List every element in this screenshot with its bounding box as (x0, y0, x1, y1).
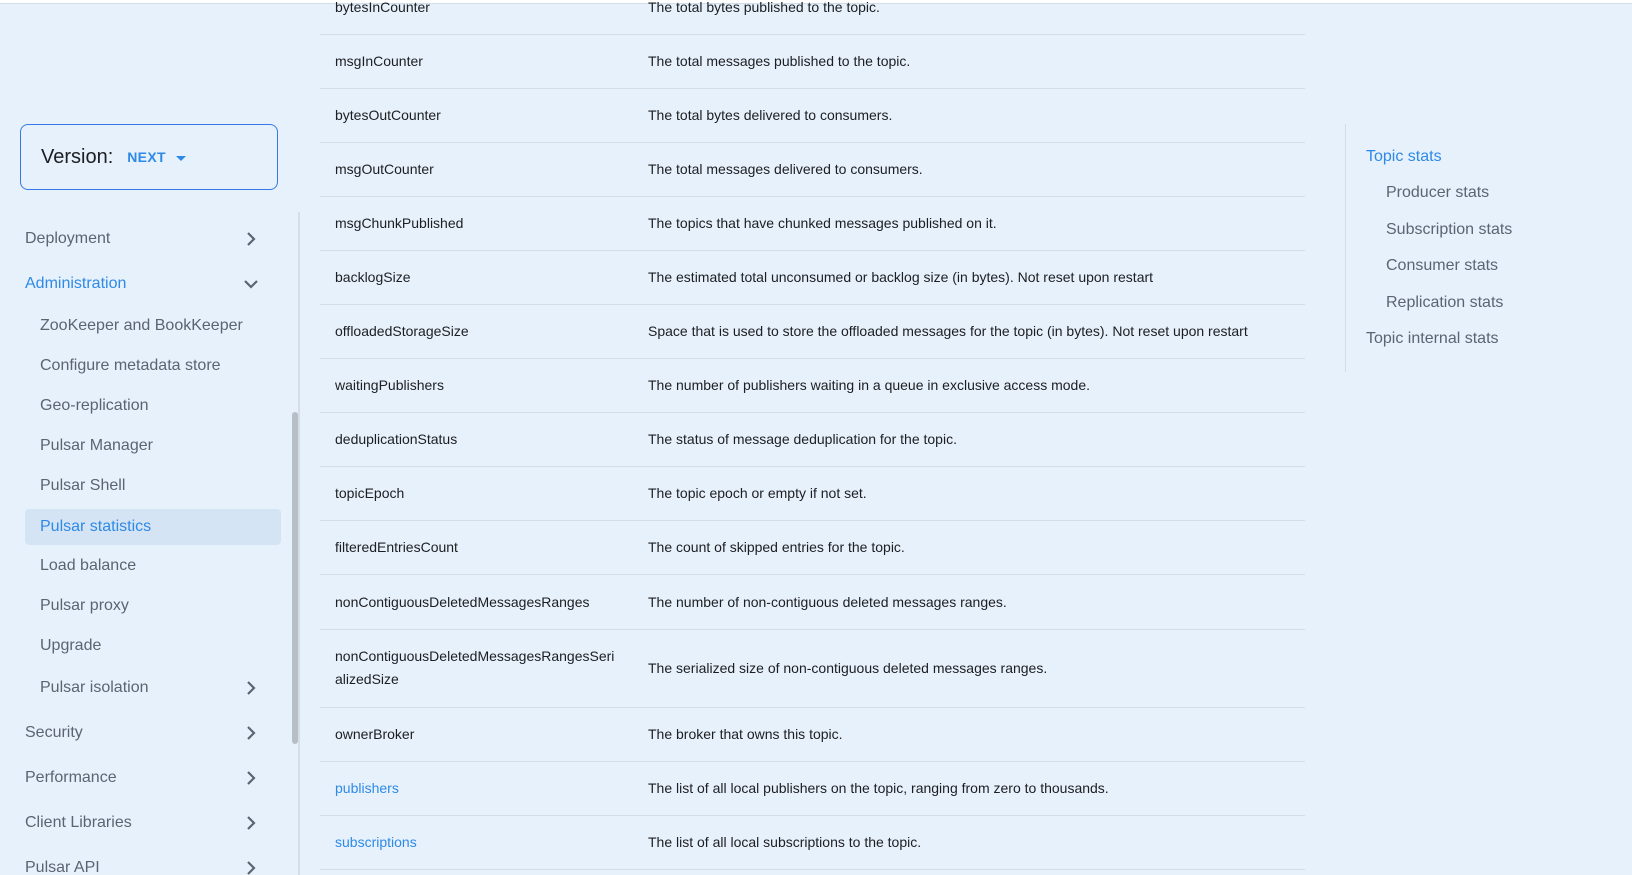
stat-key: nonContiguousDeletedMessagesRanges (335, 594, 590, 610)
sidebar-item-pulsar-statistics[interactable] (25, 509, 281, 545)
table-row (320, 89, 1305, 143)
sidebar-item-label: Pulsar proxy (40, 597, 129, 614)
stat-key: waitingPublishers (335, 377, 444, 393)
stat-description: The total bytes published to the topic. (648, 0, 880, 15)
stat-key: msgInCounter (335, 53, 423, 69)
chevron-right-icon[interactable] (243, 680, 259, 696)
stat-description: The estimated total unconsumed or backlog size (in bytes). Not reset upon restart (648, 269, 1154, 285)
stat-description: The number of publishers waiting in a queue in exclusive access mode. (648, 377, 1091, 393)
stat-key-line-1: nonContiguousDeletedMessagesRangesSeri (335, 648, 615, 664)
toc-producer-stats[interactable]: Producer stats (1386, 184, 1490, 201)
table-of-contents (1345, 124, 1606, 372)
table-row (320, 251, 1305, 305)
stat-description: The list of all local subscriptions to the topic. (648, 834, 922, 850)
chevron-right-icon[interactable] (243, 860, 259, 875)
sidebar-item-configure-metadata-store[interactable] (25, 348, 281, 384)
sidebar-item-zookeeper-bookkeeper[interactable] (25, 308, 281, 344)
sidebar-item-upgrade[interactable] (25, 628, 281, 664)
stat-description: The topic epoch or empty if not set. (648, 485, 867, 501)
sidebar-item-label: ZooKeeper and BookKeeper (40, 317, 243, 334)
stat-description: The status of message deduplication for the topic. (648, 431, 957, 447)
topic-stats-table (320, 0, 1305, 875)
stat-description: The total messages published to the topic. (648, 53, 911, 69)
table-row (320, 359, 1305, 413)
stat-key: filteredEntriesCount (335, 539, 458, 555)
toc-topic-internal-stats[interactable]: Topic internal stats (1366, 330, 1499, 347)
table-row (320, 630, 1305, 708)
table-row (320, 467, 1305, 521)
stat-description: The number of non-contiguous deleted messages ranges. (648, 594, 1007, 610)
table-row (320, 305, 1305, 359)
sidebar-item-label: Pulsar statistics (40, 518, 152, 535)
stat-description: The count of skipped entries for the topic. (648, 539, 905, 555)
sidebar-item-label: Pulsar Manager (40, 437, 153, 454)
sidebar-item-pulsar-shell[interactable] (25, 468, 281, 504)
sidebar-item-client-libraries[interactable] (25, 805, 281, 841)
table-row (320, 197, 1305, 251)
version-dropdown[interactable] (127, 149, 186, 165)
sidebar (0, 0, 300, 875)
chevron-right-icon[interactable] (243, 815, 259, 831)
sidebar-scrollbar-thumb[interactable] (292, 412, 298, 744)
subscriptions-link[interactable]: subscriptions (335, 834, 417, 850)
table-row (320, 0, 1305, 35)
stat-key-line-2: alizedSize (335, 671, 399, 687)
sidebar-item-performance[interactable] (25, 760, 281, 796)
stat-description: The list of all local publishers on the topic, ranging from zero to thousands. (648, 780, 1109, 796)
stat-key: bytesOutCounter (335, 107, 441, 123)
sidebar-item-label: Client Libraries (25, 814, 132, 831)
stat-description: The total messages delivered to consumers. (648, 161, 923, 177)
sidebar-item-label: Geo-replication (40, 397, 149, 414)
sidebar-item-label: Security (25, 724, 83, 741)
sidebar-item-label: Performance (25, 769, 117, 786)
stat-key: msgOutCounter (335, 161, 434, 177)
version-value: NEXT (127, 149, 166, 165)
table-row (320, 708, 1305, 762)
version-selector[interactable] (20, 124, 278, 190)
version-label: Version: (41, 145, 114, 168)
publishers-link[interactable]: publishers (335, 780, 399, 796)
stat-description: The broker that owns this topic. (648, 726, 843, 742)
stat-key: topicEpoch (335, 485, 405, 501)
table-row (320, 413, 1305, 467)
sidebar-scrollbar-track[interactable] (298, 212, 300, 875)
sidebar-item-label: Pulsar isolation (40, 679, 149, 696)
sidebar-item-label: Load balance (40, 557, 137, 574)
sidebar-item-label: Deployment (25, 230, 111, 247)
sidebar-item-label: Configure metadata store (40, 357, 221, 374)
sidebar-item-pulsar-proxy[interactable] (25, 588, 281, 624)
chevron-right-icon[interactable] (243, 770, 259, 786)
sidebar-item-pulsar-manager[interactable] (25, 428, 281, 464)
stat-key: offloadedStorageSize (335, 323, 469, 339)
sidebar-item-load-balance[interactable] (25, 548, 281, 584)
stat-description: The topics that have chunked messages published on it. (648, 215, 997, 231)
toc-replication-stats[interactable]: Replication stats (1386, 294, 1504, 311)
sidebar-item-security[interactable] (25, 715, 281, 751)
sidebar-item-label: Administration (25, 275, 127, 292)
stat-key: msgChunkPublished (335, 215, 464, 231)
table-row (320, 143, 1305, 197)
stat-description: Space that is used to store the offloaded messages for the topic (in bytes). Not reset upon restart (648, 323, 1248, 339)
toc-subscription-stats[interactable]: Subscription stats (1386, 221, 1513, 238)
stat-description: The serialized size of non-contiguous deleted messages ranges. (648, 660, 1048, 676)
table-row (320, 521, 1305, 575)
sidebar-item-label: Pulsar Shell (40, 477, 126, 494)
table-row (320, 762, 1305, 816)
chevron-down-icon[interactable] (243, 276, 259, 292)
toc-consumer-stats[interactable]: Consumer stats (1386, 257, 1499, 274)
chevron-right-icon[interactable] (243, 725, 259, 741)
toc-topic-stats[interactable]: Topic stats (1366, 148, 1442, 165)
stat-key: ownerBroker (335, 726, 415, 742)
caret-down-icon (176, 156, 186, 161)
table-row (320, 35, 1305, 89)
stat-description: The total bytes delivered to consumers. (648, 107, 893, 123)
sidebar-item-geo-replication[interactable] (25, 388, 281, 424)
stat-key (335, 645, 635, 691)
sidebar-item-label: Pulsar API (25, 859, 100, 875)
table-row (320, 575, 1305, 630)
stat-key: bytesInCounter (335, 0, 430, 15)
sidebar-item-deployment[interactable] (25, 221, 281, 257)
sidebar-item-pulsar-api[interactable] (25, 850, 281, 875)
stat-key: backlogSize (335, 269, 411, 285)
sidebar-item-administration[interactable] (25, 266, 281, 302)
sidebar-item-label: Upgrade (40, 637, 102, 654)
table-row (320, 816, 1305, 870)
sidebar-item-pulsar-isolation[interactable] (25, 670, 281, 706)
chevron-right-icon[interactable] (243, 231, 259, 247)
stat-key: deduplicationStatus (335, 431, 458, 447)
